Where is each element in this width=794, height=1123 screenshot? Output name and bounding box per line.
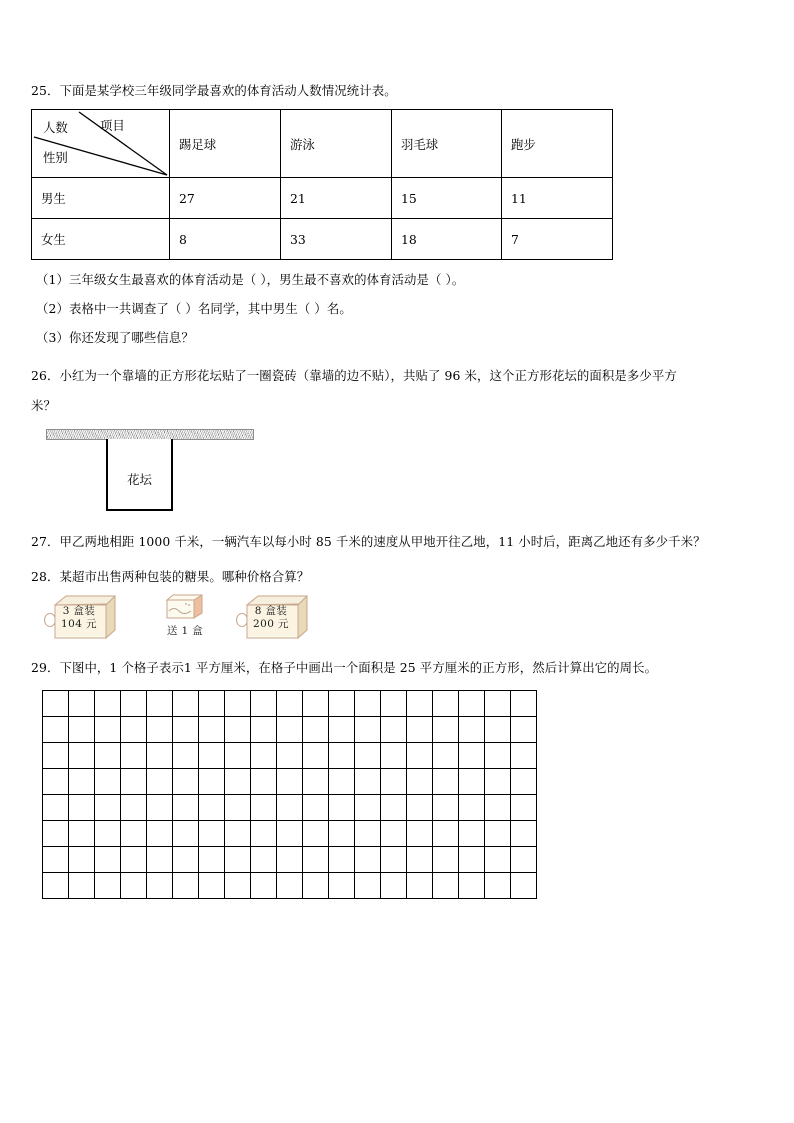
grid-cell	[329, 691, 355, 717]
grid-cell	[303, 717, 329, 743]
grid-cell	[199, 821, 225, 847]
grid-cell	[511, 873, 537, 899]
grid-cell	[199, 795, 225, 821]
bonus-box-text: 送 1 盒	[166, 625, 204, 637]
grid-cell	[355, 795, 381, 821]
grid-cell	[121, 795, 147, 821]
grid-cell	[433, 691, 459, 717]
grid-cell	[329, 795, 355, 821]
grid-cell	[147, 717, 173, 743]
grid-cell	[173, 743, 199, 769]
grid-cell	[225, 717, 251, 743]
grid-cell	[147, 795, 173, 821]
grid-cell	[277, 873, 303, 899]
grid-cell	[147, 847, 173, 873]
grid-cell	[43, 717, 69, 743]
grid-cell	[173, 795, 199, 821]
grid-cell	[381, 847, 407, 873]
grid-cell	[485, 821, 511, 847]
grid-cell	[69, 873, 95, 899]
grid-cell	[121, 769, 147, 795]
grid-cell	[303, 873, 329, 899]
grid-cell	[225, 795, 251, 821]
grid-cell	[407, 847, 433, 873]
grid-cell	[277, 743, 303, 769]
grid-cell	[355, 691, 381, 717]
grid-cell	[511, 795, 537, 821]
grid-cell	[173, 717, 199, 743]
grid-cell	[251, 743, 277, 769]
grid-cell	[355, 873, 381, 899]
grid-cell	[459, 691, 485, 717]
grid-cell	[69, 847, 95, 873]
statistics-table	[31, 109, 613, 260]
grid-cell	[459, 821, 485, 847]
grid-cell	[485, 717, 511, 743]
cell-girls-soccer: 8	[170, 219, 281, 260]
grid-cell	[329, 743, 355, 769]
grid-cell	[355, 769, 381, 795]
table-col-header-0: 踢足球	[170, 110, 281, 178]
flowerbed-figure	[46, 429, 254, 511]
grid-cell	[173, 873, 199, 899]
package-3-line-2: 104 元	[61, 618, 97, 630]
grid-cell	[251, 691, 277, 717]
grid-cell	[355, 821, 381, 847]
grid-cell	[381, 743, 407, 769]
question-29-text: 29．下图中，1 个格子表示1 平方厘米，在格子中画出一个面积是 25 平方厘米的正方形，然后计算出它的周长。	[31, 660, 658, 675]
grid-cell	[225, 821, 251, 847]
grid-cell	[251, 795, 277, 821]
package-3-text	[50, 605, 108, 631]
grid-cell	[407, 717, 433, 743]
grid-cell	[485, 847, 511, 873]
table-col-header-2: 羽毛球	[392, 110, 502, 178]
package-8-line-1: 8 盒装	[254, 605, 288, 617]
grid-cell	[511, 769, 537, 795]
grid-cell	[303, 769, 329, 795]
grid-cell	[199, 847, 225, 873]
grid-cell	[69, 743, 95, 769]
candy-package-8-icon	[236, 592, 312, 642]
package-3-line-1: 3 盒装	[62, 605, 96, 617]
grid-cell	[173, 847, 199, 873]
grid-cell	[459, 717, 485, 743]
grid-cell	[43, 795, 69, 821]
grid-cell	[459, 847, 485, 873]
grid-cell	[303, 795, 329, 821]
grid-cell	[199, 691, 225, 717]
grid-cell	[69, 691, 95, 717]
grid-cell	[407, 769, 433, 795]
bonus-box-shape	[164, 592, 206, 622]
grid-cell	[277, 821, 303, 847]
table-header-row	[32, 110, 613, 178]
grid-cell	[485, 873, 511, 899]
grid-cell	[381, 873, 407, 899]
corner-label-gender: 性别	[43, 150, 68, 165]
grid-cell	[95, 691, 121, 717]
grid-cell	[329, 821, 355, 847]
grid-cell	[225, 769, 251, 795]
grid-cell	[95, 821, 121, 847]
grid-cell	[69, 795, 95, 821]
grid-cell	[43, 769, 69, 795]
grid-cell	[225, 847, 251, 873]
grid-cell	[511, 821, 537, 847]
grid-cell	[303, 691, 329, 717]
grid-cell	[225, 873, 251, 899]
grid-cell	[459, 743, 485, 769]
grid-cell	[199, 743, 225, 769]
grid-cell	[95, 769, 121, 795]
grid-cell	[329, 873, 355, 899]
grid-cell	[43, 821, 69, 847]
grid-cell	[485, 743, 511, 769]
flowerbed-square	[106, 439, 173, 511]
grid-cell	[95, 847, 121, 873]
grid-cell	[43, 847, 69, 873]
candy-package-3-icon	[44, 592, 120, 642]
question-27-text: 27．甲乙两地相距 1000 千米，一辆汽车以每小时 85 千米的速度从甲地开往乙地，11 小时后，距离乙地还有多少千米？	[31, 534, 706, 549]
grid-cell	[225, 743, 251, 769]
grid-cell	[381, 717, 407, 743]
grid-cell	[147, 691, 173, 717]
grid-cell	[303, 821, 329, 847]
cell-girls-swimming: 33	[281, 219, 392, 260]
grid-cell	[43, 743, 69, 769]
package-8-text	[242, 605, 300, 631]
grid-cell	[199, 769, 225, 795]
grid-cell	[433, 821, 459, 847]
grid-cell	[355, 717, 381, 743]
question-25-prompt: 25．下面是某学校三年级同学最喜欢的体育活动人数情况统计表。	[31, 83, 397, 98]
grid-cell	[251, 821, 277, 847]
grid-cell	[121, 691, 147, 717]
grid-cell	[511, 717, 537, 743]
table-row	[32, 219, 613, 260]
grid-cell	[329, 717, 355, 743]
grid-cell	[69, 717, 95, 743]
grid-cell	[303, 743, 329, 769]
grid-cell	[121, 717, 147, 743]
question-28-text: 28．某超市出售两种包装的糖果。哪种价格合算？	[31, 569, 310, 584]
grid-cell	[485, 795, 511, 821]
grid-cell	[381, 821, 407, 847]
grid-cell	[485, 769, 511, 795]
grid-cell	[121, 873, 147, 899]
cell-girls-badminton: 18	[392, 219, 502, 260]
candy-packages-figure	[44, 592, 314, 644]
grid-cell	[69, 821, 95, 847]
flowerbed-label: 花坛	[127, 472, 152, 487]
question-26-line-2: 米？	[31, 398, 56, 413]
grid-cell	[121, 847, 147, 873]
grid-cell	[433, 743, 459, 769]
grid-cell	[147, 821, 173, 847]
cell-boys-running: 11	[502, 178, 613, 219]
package-8-line-2: 200 元	[253, 618, 289, 630]
grid-cell	[173, 769, 199, 795]
grid-cell	[277, 717, 303, 743]
table-corner-cell	[32, 110, 170, 178]
grid-cell	[381, 795, 407, 821]
grid-cell	[43, 691, 69, 717]
grid-cell	[251, 873, 277, 899]
grid-cell	[329, 769, 355, 795]
grid-cell	[433, 769, 459, 795]
grid-cell	[95, 743, 121, 769]
grid-cell	[407, 691, 433, 717]
grid-cell	[433, 873, 459, 899]
grid-cell	[173, 821, 199, 847]
candy-bonus-box-icon	[164, 592, 206, 642]
grid-cell	[43, 873, 69, 899]
grid-cell	[251, 847, 277, 873]
corner-diagonals	[32, 110, 169, 177]
corner-label-activity: 项目	[100, 118, 125, 133]
grid-cell	[225, 691, 251, 717]
grid-cell	[407, 821, 433, 847]
grid-cell	[433, 795, 459, 821]
grid-cell	[407, 743, 433, 769]
grid-cell	[355, 743, 381, 769]
row-label-boys: 男生	[32, 178, 170, 219]
grid-cell	[511, 691, 537, 717]
grid-cell	[69, 769, 95, 795]
grid-cell	[381, 691, 407, 717]
question-26-line-1: 26．小红为一个靠墙的正方形花坛贴了一圈瓷砖（靠墙的边不贴），共贴了 96 米，这个正方形花坛的面积是多少平方	[31, 368, 677, 383]
row-label-girls: 女生	[32, 219, 170, 260]
grid-cell	[199, 873, 225, 899]
grid-cell	[95, 717, 121, 743]
cell-boys-swimming: 21	[281, 178, 392, 219]
grid-cell	[329, 847, 355, 873]
grid-cell	[147, 769, 173, 795]
centimeter-grid	[42, 690, 537, 899]
grid-cell	[277, 847, 303, 873]
cell-boys-soccer: 27	[170, 178, 281, 219]
grid-cell	[95, 873, 121, 899]
grid-cell	[511, 847, 537, 873]
grid-cell	[277, 795, 303, 821]
grid-cell	[251, 769, 277, 795]
grid-cell	[485, 691, 511, 717]
table-col-header-3: 跑步	[502, 110, 613, 178]
grid-cell	[173, 691, 199, 717]
grid-cell	[459, 873, 485, 899]
question-25-sub-2: （2）表格中一共调查了（ ）名同学，其中男生（ ）名。	[36, 301, 352, 316]
table-col-header-1: 游泳	[281, 110, 392, 178]
corner-label-count: 人数	[43, 120, 68, 135]
grid-cell	[459, 795, 485, 821]
grid-cell	[433, 847, 459, 873]
grid-cell	[355, 847, 381, 873]
grid-cell	[147, 743, 173, 769]
grid-cell	[95, 795, 121, 821]
cell-boys-badminton: 15	[392, 178, 502, 219]
grid-cell	[381, 769, 407, 795]
cell-girls-running: 7	[502, 219, 613, 260]
question-25-sub-3: （3）你还发现了哪些信息？	[36, 330, 194, 345]
grid-cell	[121, 743, 147, 769]
grid-cell	[277, 691, 303, 717]
grid-cell	[251, 717, 277, 743]
grid-cell	[407, 873, 433, 899]
table-row	[32, 178, 613, 219]
grid-cell	[407, 795, 433, 821]
grid-cell	[303, 847, 329, 873]
grid-cell	[147, 873, 173, 899]
grid-cell	[433, 717, 459, 743]
grid-cell	[121, 821, 147, 847]
grid-cell	[199, 717, 225, 743]
grid-cell	[277, 769, 303, 795]
question-25-sub-1: （1）三年级女生最喜欢的体育活动是（ ），男生最不喜欢的体育活动是（ ）。	[36, 272, 465, 287]
grid-cell	[459, 769, 485, 795]
grid-cell	[511, 743, 537, 769]
